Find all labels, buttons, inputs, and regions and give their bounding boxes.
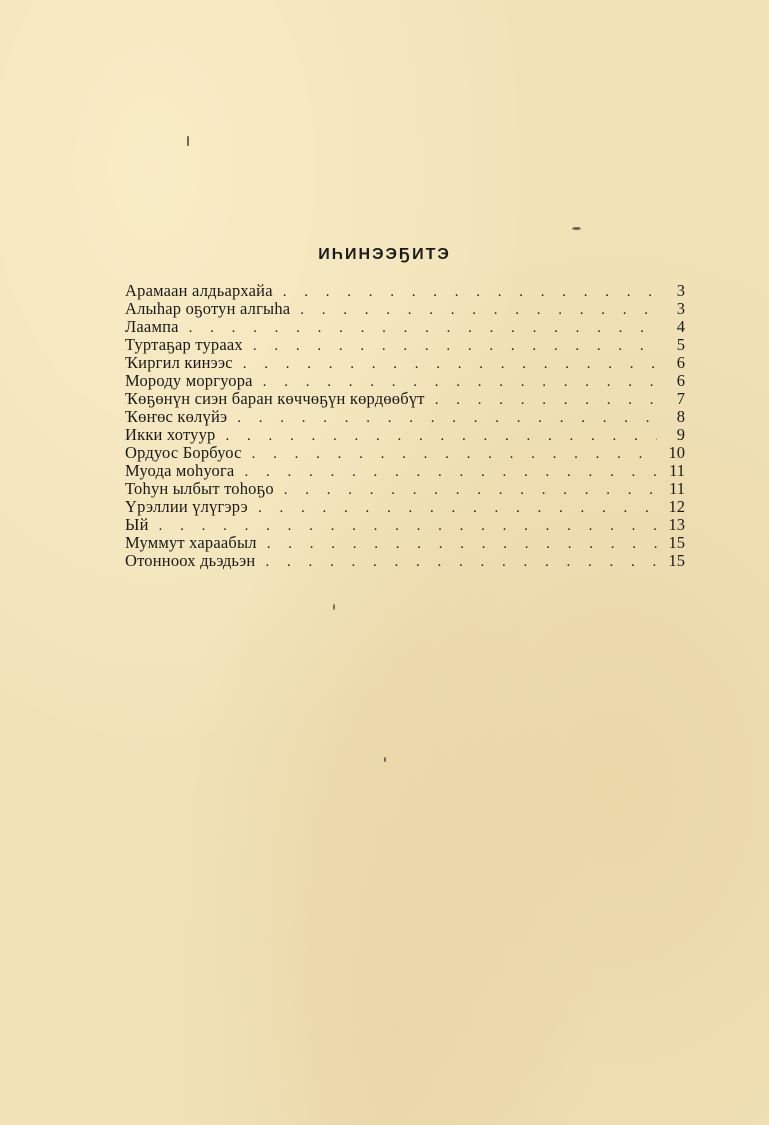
dot-leader bbox=[189, 319, 657, 336]
paper-speck bbox=[572, 227, 581, 230]
entry-page-number: 9 bbox=[676, 426, 685, 444]
toc-entry bbox=[125, 336, 685, 354]
entry-page-number: 7 bbox=[676, 390, 685, 408]
entry-title: Муммут хараабыл bbox=[125, 534, 257, 552]
entry-page-number: 15 bbox=[668, 534, 685, 552]
dot-leader bbox=[226, 427, 657, 444]
entry-page-number: 4 bbox=[676, 318, 685, 336]
dot-leader bbox=[435, 391, 657, 408]
dot-leader bbox=[267, 535, 657, 552]
entry-page-number: 10 bbox=[668, 444, 685, 462]
dot-leader bbox=[252, 445, 657, 462]
paper-speck bbox=[187, 136, 189, 146]
toc-entry bbox=[125, 498, 685, 516]
dot-leader bbox=[284, 481, 657, 498]
paper-speck bbox=[333, 604, 335, 610]
entry-page-number: 13 bbox=[668, 516, 685, 534]
entry-title: Туртаҕар тураах bbox=[125, 336, 243, 354]
dot-leader bbox=[265, 553, 657, 570]
dot-leader bbox=[263, 373, 657, 390]
table-of-contents bbox=[125, 282, 685, 570]
entry-title: Отонноох дьэдьэн bbox=[125, 552, 256, 570]
toc-entry bbox=[125, 408, 685, 426]
dot-leader bbox=[159, 517, 657, 534]
entry-page-number: 5 bbox=[676, 336, 685, 354]
dot-leader bbox=[237, 409, 657, 426]
entry-title: Үрэллии үлүгэрэ bbox=[125, 498, 248, 516]
dot-leader bbox=[243, 355, 657, 372]
entry-title: Ҡиргил кинээс bbox=[125, 354, 233, 372]
entry-page-number: 12 bbox=[668, 498, 685, 516]
toc-entry bbox=[125, 390, 685, 408]
toc-entry bbox=[125, 444, 685, 462]
toc-entry bbox=[125, 318, 685, 336]
entry-page-number: 6 bbox=[676, 372, 685, 390]
entry-title: Ҡөҕөнүн сиэн баран көччөҕүн көрдөөбүт bbox=[125, 390, 425, 408]
toc-entry bbox=[125, 534, 685, 552]
entry-page-number: 15 bbox=[668, 552, 685, 570]
entry-title: Арамаан алдьархайа bbox=[125, 282, 273, 300]
entry-page-number: 6 bbox=[676, 354, 685, 372]
toc-entry bbox=[125, 426, 685, 444]
toc-entry bbox=[125, 462, 685, 480]
entry-title: Икки хотуур bbox=[125, 426, 216, 444]
dot-leader bbox=[283, 283, 657, 300]
entry-title: Ҡөҥөс көлүйэ bbox=[125, 408, 228, 426]
entry-page-number: 3 bbox=[676, 300, 685, 318]
toc-entry bbox=[125, 516, 685, 534]
entry-title: Тоһун ылбыт тоһоҕо bbox=[125, 480, 274, 498]
entry-page-number: 8 bbox=[676, 408, 685, 426]
entry-title: Ордуос Борбуос bbox=[125, 444, 242, 462]
entry-title: Алыһар оҕотун алгыһа bbox=[125, 300, 291, 318]
entry-title: Мороду моргуора bbox=[125, 372, 253, 390]
dot-leader bbox=[300, 301, 657, 318]
paper-speck bbox=[384, 757, 386, 762]
toc-entry bbox=[125, 354, 685, 372]
entry-page-number: 3 bbox=[676, 282, 685, 300]
toc-entry bbox=[125, 372, 685, 390]
entry-title: Лаампа bbox=[125, 318, 179, 336]
page-title: ИҺИНЭЭҔИТЭ bbox=[318, 246, 451, 263]
toc-entry bbox=[125, 552, 685, 570]
entry-page-number: 11 bbox=[669, 462, 685, 480]
dot-leader bbox=[258, 499, 657, 516]
entry-title: Муода моһуога bbox=[125, 462, 235, 480]
entry-title: Ый bbox=[125, 516, 149, 534]
dot-leader bbox=[244, 463, 657, 480]
toc-entry bbox=[125, 282, 685, 300]
toc-entry bbox=[125, 300, 685, 318]
dot-leader bbox=[253, 337, 657, 354]
entry-page-number: 11 bbox=[669, 480, 685, 498]
toc-entry bbox=[125, 480, 685, 498]
